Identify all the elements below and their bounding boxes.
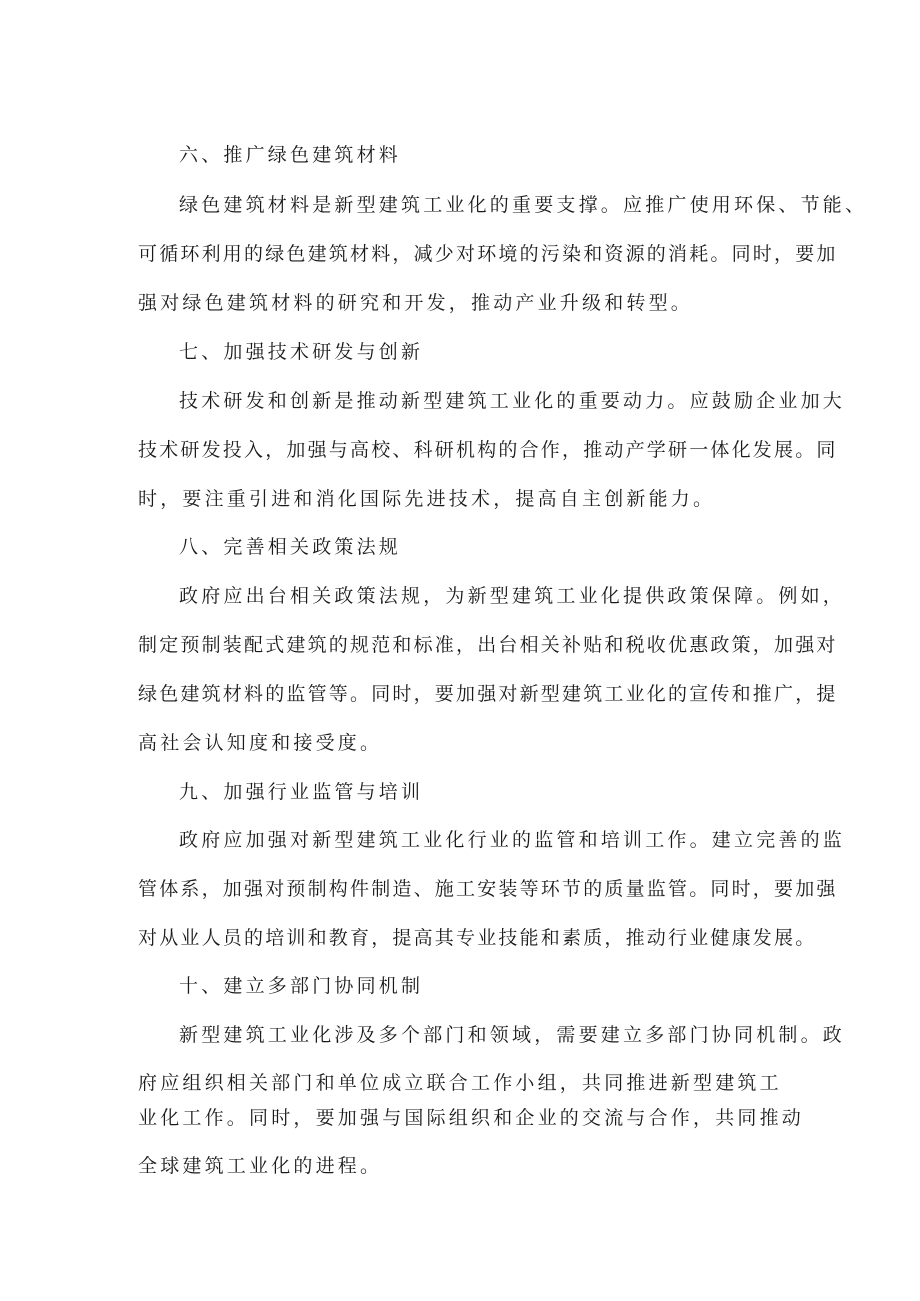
paragraph-line: 新型建筑工业化涉及多个部门和领域，需要建立多部门协同机制。政 (179, 1024, 846, 1046)
paragraph-line: 业化工作。同时，要加强与国际组织和企业的交流与合作，共同推动 (138, 1107, 805, 1129)
paragraph-line: 高社会认知度和接受度。 (138, 732, 383, 754)
paragraph-line: 强对绿色建筑材料的研究和开发，推动产业升级和转型。 (138, 292, 694, 314)
paragraph-line: 政府应出台相关政策法规，为新型建筑工业化提供政策保障。例如， (179, 585, 846, 607)
paragraph-line: 对从业人员的培训和教育，提高其专业技能和素质，推动行业健康发展。 (138, 927, 817, 949)
paragraph-line: 全球建筑工业化的进程。 (138, 1155, 383, 1177)
paragraph-line: 绿色建筑材料是新型建筑工业化的重要支撑。应推广使用环保、节能、 (179, 194, 868, 216)
section-heading: 十、建立多部门协同机制 (179, 975, 424, 997)
section-heading: 八、完善相关政策法规 (179, 536, 402, 558)
paragraph-line: 政府应加强对新型建筑工业化行业的监管和培训工作。建立完善的监 (179, 829, 846, 851)
section-heading: 七、加强技术研发与创新 (179, 341, 424, 363)
paragraph-line: 可循环利用的绿色建筑材料，减少对环境的污染和资源的消耗。同时，要加 (138, 243, 838, 265)
section-heading: 六、推广绿色建筑材料 (179, 144, 402, 166)
paragraph-line: 府应组织相关部门和单位成立联合工作小组，共同推进新型建筑工 (138, 1072, 782, 1094)
paragraph-line: 技术研发和创新是推动新型建筑工业化的重要动力。应鼓励企业加大 (179, 390, 846, 412)
paragraph-line: 时，要注重引进和消化国际先进技术，提高自主创新能力。 (138, 488, 716, 510)
paragraph-line: 绿色建筑材料的监管等。同时，要加强对新型建筑工业化的宣传和推广，提 (138, 683, 838, 705)
section-heading: 九、加强行业监管与培训 (179, 781, 424, 803)
paragraph-line: 技术研发投入，加强与高校、科研机构的合作，推动产学研一体化发展。同 (138, 439, 838, 461)
paragraph-line: 管体系，加强对预制构件制造、施工安装等环节的质量监管。同时，要加强 (138, 878, 838, 900)
paragraph-line: 制定预制装配式建筑的规范和标准，出台相关补贴和税收优惠政策，加强对 (138, 634, 838, 656)
